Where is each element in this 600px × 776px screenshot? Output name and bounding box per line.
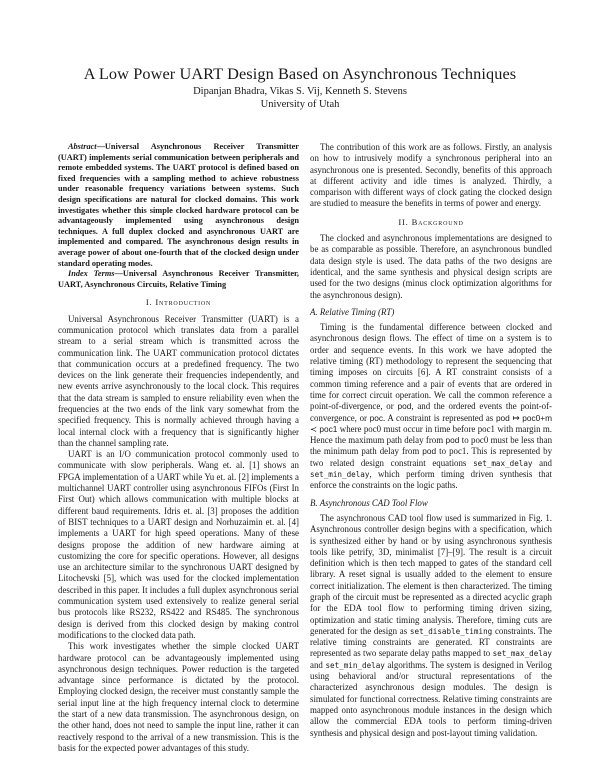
- index-terms: [58, 269, 299, 290]
- paper-affiliation: University of Utah: [260, 99, 340, 110]
- abstract-label: Abstract: [68, 142, 97, 151]
- section-heading-background: II. Background: [398, 216, 464, 227]
- right-column: [310, 142, 552, 739]
- abstract: [58, 142, 299, 269]
- subsection-heading-relative-timing: A. Relative Timing (RT): [310, 306, 395, 317]
- section-heading-introduction: I. Introduction: [145, 297, 212, 308]
- left-column: [58, 142, 299, 754]
- background-paragraph: The clocked and asynchronous implementations are designed to be as comparable as possible. Therefore, an asynchronous bundled data design style is used. The data paths of the two designs are identical, and the same synthesis and physical design scripts are used for the two designs (minus clock optimization algorithms for the asynchronous design).: [310, 233, 552, 300]
- abstract-text: —Universal Asynchronous Receiver Transmitter (UART) implements serial communication between peripherals and remote embedded systems. The UART protocol is defined based on fixed frequencies with a sampling method to achieve robustness under reasonable frequency variations between systems. Such design specifications are natural for clocked domains. This work investigates whether this simple clocked hardware protocol can be advantageously implemented using asynchronous design techniques. A full duplex clocked and asynchronous UART are implemented and compared. The asynchronous design results in average power of about one-fourth that of the clocked design under standard operating modes.: [58, 142, 299, 268]
- intro-paragraph-3: This work investigates whether the simple clocked UART hardware protocol can be advantageously implemented using asynchronous design techniques. Power reduction is the targeted advantage since performance is dictated by the protocol. Employing clocked design, the receiver must constantly sample the serial input line at the high frequency internal clock to determine the start of a new data transmission. The asynchronous design, on the other hand, does not need to sample the input line, rather it can reactively respond to the arrival of a new transmission. This is the basis for the expected power advantages of this study.: [58, 641, 299, 753]
- cad-flow-paragraph: The asynchronous CAD tool flow used is summarized in Fig. 1. Asynchronous controller design begins with a specification, which is synthesized either by hand or by using asynchronous synthesis tools like petrify, 3D, minimalist [7]–[9]. The result is a circuit definition which is then tech mapped to gates of the standard cell library. A reset signal is usually added to the element to ensure correct initialization. The element is then characterized. The timing graph of the circuit must be represented as a directed acyclic graph for the EDA tool flow to performing timing driven sizing, optimization and static timing analysis. Therefore, timing cuts are generated for the design as set_disable_timing constraints. The relative timing constraints are generated. RT constraints are represented as two separate delay paths mapped to set_max_delay and set_min_delay algorithms. The system is designed in Verilog using behavioral and/or structural representations of the characterized asynchronous design modules. The design is simulated for functional correctness. Relative timing constraints are mapped onto asynchronous module instances in the design which allow the commercial EDA tools to perform timing-driven synthesis and physical design and post-layout timing validation.: [310, 512, 552, 738]
- subsection-heading-cad-flow: B. Asynchronous CAD Tool Flow: [310, 497, 428, 508]
- paper-title: A Low Power UART Design Based on Asynchronous Techniques: [83, 64, 517, 83]
- intro-paragraph-2: UART is an I/O communication protocol commonly used to communicate with slow peripherals. Wang et. al. [1] shows an FPGA implementation of a UART while Yu et. al. [2] implements a multichannel UART controller using asynchronous FIFOs (First In First Out) which allows communication with multiple blocks at different baud requirements. Idris et. al. [3] proposes the addition of BIST techniques to a UART design and Norhuzaimin et. al. [4] implements a UART for high speed operations. Many of these designs propose the addition of new hardware aiming at customizing the core for specific operations. However, all designs use an architecture similar to the synchronous UART designed by Litochevski [5], which was used for the clocked implementation described in this paper. It includes a full duplex asynchronous serial communication system used extensively to realize general serial bus protocols like RS232, RS422 and RS485. The synchronous design is derived from this clocked design by making control modifications to the clocked data path.: [58, 449, 299, 640]
- intro-paragraph-1: Universal Asynchronous Receiver Transmitter (UART) is a communication protocol which translates data from a parallel stream to a serial stream which is transmitted across the communication link. The UART communication protocol dictates that communication occurs at a predefined frequency. The two devices on the link generate their frequencies independently, and new events arrive asynchronously to the local clock. This requires that the data stream is sampled to ensure reliability even when the frequencies at the two ends of the link vary somewhat from the specified frequency. This is normally achieved through having a local internal clock with a frequency that is significantly higher than the channel sampling rate.: [58, 313, 299, 448]
- rt-formula: pod ↦ poc0+m ≺ poc1: [310, 412, 553, 434]
- index-terms-text: —Universal Asynchronous Receiver Transmitter, UART, Asynchronous Circuits, Relative Timing: [58, 269, 300, 289]
- relative-timing-paragraph: Timing is the fundamental difference between clocked and asynchronous design flows. The effect of time on a system is to order and sequence events. In this work we have adopted the relative timing (RT) methodology to represent the sequencing that timing imposes on circuits [6]. A RT constraint consists of a common timing reference and a pair of events that are ordered in time for correct circuit operation. We call the common reference a point-of-divergence, or pod, and the ordered events the point-of-convergence, or poc. A constraint is represented as pod ↦ poc0+m ≺ poc1 where poc0 must occur in time before poc1 with margin m. Hence the maximum path delay from pod to poc0 must be less than the minimum path delay from pod to poc1. This is represented by two related design constraint equations set_max_delay and set_min_delay, which perform timing driven synthesis that enforce the constraints on the logic paths.: [310, 322, 553, 491]
- contribution-paragraph: The contribution of this work are as follows. Firstly, an analysis on how to intrusively modify a synchronous peripheral into an asynchronous one is presented. Secondly, benefits of this approach at different activity and idle times is analyzed. Thirdly, a comparison with different ways of clock gating the clocked design are studied to measure the benefits in terms of power and energy.: [310, 142, 552, 209]
- index-terms-label: Index Terms: [68, 269, 115, 279]
- paper-authors: Dipanjan Bhadra, Vikas S. Vij, Kenneth S. Stevens: [193, 86, 407, 97]
